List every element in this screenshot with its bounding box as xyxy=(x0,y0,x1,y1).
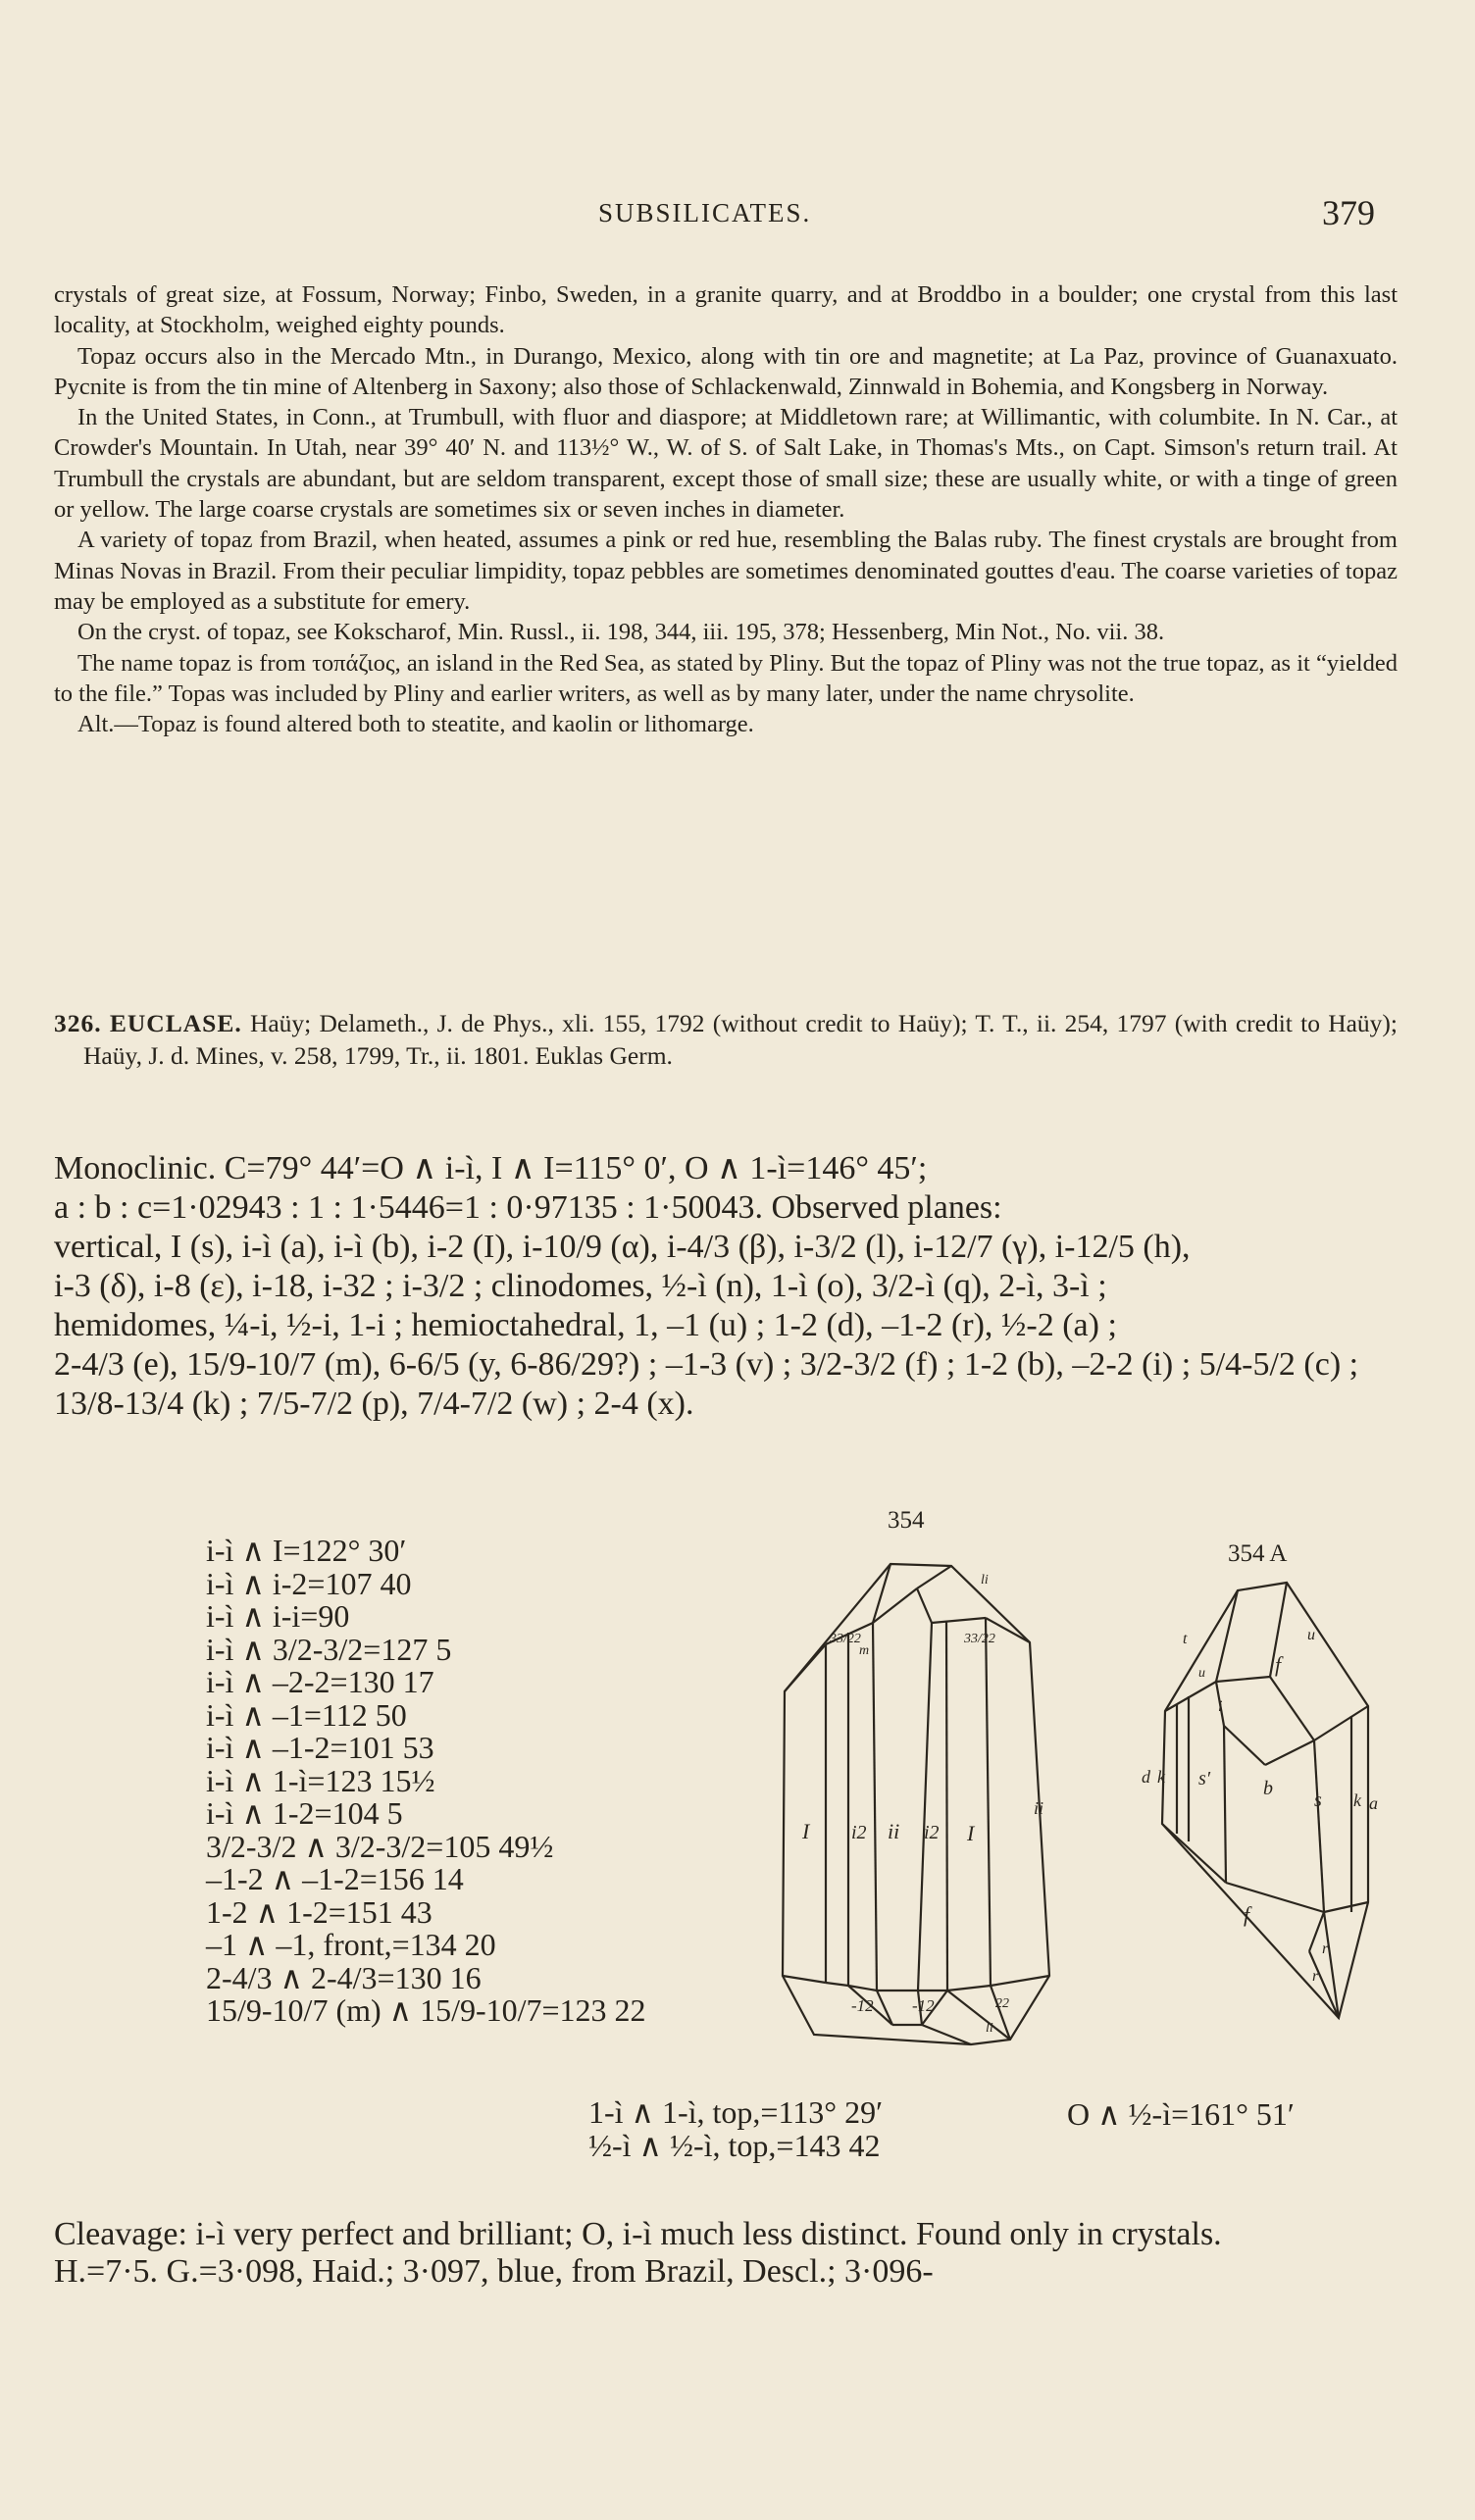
face-label: li xyxy=(981,1573,989,1588)
face-label: ii xyxy=(1034,1798,1044,1818)
face-label: s xyxy=(1314,1789,1322,1811)
angle-row: i-ì ∧ –2-2=130 17 xyxy=(206,1664,434,1699)
angle-row: 1-2 ∧ 1-2=151 43 xyxy=(206,1893,432,1930)
face-label: k xyxy=(1157,1767,1165,1787)
description-line: vertical, I (s), i-ì (a), i-ì (b), i-2 (I), i-10/9 (α), i-4/3 (β), i-3/2 (l), i-12/7 (γ), i-12/5 (h), xyxy=(54,1229,1191,1265)
face-label: 22 xyxy=(995,1996,1009,2011)
face-label: -12 xyxy=(912,1996,935,2015)
paragraph: In the United States, in Conn., at Trumbull, with fluor and diaspore; at Middletown rare; at Willimantic, with columbite. In N. Car., at Crowder's Mountain. In Utah, near 39° 40′ N. and 113½° W., W. of S. of Salt Lake, in Thomas's Mts., on Capt. Simson's return trail. At Trumbull the crystals are abundant, but are seldom transparent, except those of small size; these are usually white, or with a tinge of green or yellow. The large coarse crystals are sometimes six or seven inches in diameter. xyxy=(54,404,1398,524)
face-label: k xyxy=(1353,1790,1361,1810)
face-label: -12 xyxy=(851,1996,874,2015)
description-line: i-3 (δ), i-8 (ε), i-18, i-32 ; i-3/2 ; clinodomes, ½-ì (n), 1-ì (o), 3/2-ì (q), 2-ì, 3-ì ; xyxy=(54,1268,1107,1304)
face-label: m xyxy=(859,1643,870,1658)
description-line: 13/8-13/4 (k) ; 7/5-7/2 (p), 7/4-7/2 (w) ; 2-4 (x). xyxy=(54,1386,694,1422)
angle-row: i-ì ∧ –1-2=101 53 xyxy=(206,1730,434,1765)
description-line: Monoclinic. C=79° 44′=O ∧ i-ì, I ∧ I=115° 0′, O ∧ 1-ì=146° 45′; xyxy=(54,1150,928,1186)
face-label: f xyxy=(1244,1902,1250,1927)
description-line: 2-4/3 (e), 15/9-10/7 (m), 6-6/5 (y, 6-86/29?) ; –1-3 (v) ; 3/2-3/2 (f) ; 1-2 (b), –2-2 (i) ; 5/4-5/2 (c) ; xyxy=(54,1346,1359,1383)
angle-table-right xyxy=(1067,2095,1295,2133)
face-label: i2 xyxy=(851,1822,867,1843)
face-label: f xyxy=(1275,1652,1282,1677)
angle-row: –1 ∧ –1, front,=134 20 xyxy=(206,1927,496,1962)
angle-table-middle xyxy=(588,2095,883,2162)
face-label: 33/22 xyxy=(830,1632,861,1646)
face-label: a xyxy=(1369,1793,1378,1813)
face-label: r xyxy=(1312,1968,1319,1985)
physical-properties xyxy=(54,2216,1398,2291)
figure-354a-crystal-drawing xyxy=(1128,1579,1383,2030)
angle-row: –1-2 ∧ –1-2=156 14 xyxy=(206,1861,464,1896)
angle-row: O ∧ ½-ì=161° 51′ xyxy=(1067,2096,1295,2132)
page-number: 379 xyxy=(1322,193,1375,232)
face-label: I xyxy=(967,1821,975,1845)
face-label: r xyxy=(1322,1940,1329,1957)
paragraph: The name topaz is from τοπάζιος, an island in the Red Sea, as stated by Pliny. But the topaz of Pliny was not the true topaz, as it “yielded to the file.” Topas was included by Pliny and earlier writers, as well as by many later, under the name chrysolite. xyxy=(54,649,1398,707)
entry-name: EUCLASE. xyxy=(109,1009,242,1037)
face-label: 33/22 xyxy=(964,1632,995,1646)
paragraph: H.=7·5. G.=3·098, Haid.; 3·097, blue, from Brazil, Descl.; 3·096- xyxy=(54,2253,934,2290)
face-label: b xyxy=(1263,1778,1273,1799)
face-label: ii xyxy=(888,1819,900,1843)
face-label: t xyxy=(1183,1631,1188,1647)
face-label: li xyxy=(986,2021,993,2036)
paragraph: crystals of great size, at Fossum, Norway; Finbo, Sweden, in a granite quarry, and at Broddbo in a boulder; one crystal from this last locality, at Stockholm, weighed eighty pounds. xyxy=(54,281,1398,339)
euclase-entry-heading xyxy=(54,1007,1398,1072)
angle-row: 1-ì ∧ 1-ì, top,=113° 29′ xyxy=(588,2094,884,2130)
entry-number: 326. xyxy=(54,1009,102,1037)
crystallography xyxy=(54,1149,1398,1424)
face-label: u xyxy=(1307,1627,1315,1643)
face-label: s′ xyxy=(1198,1768,1211,1789)
paragraph: Alt.—Topaz is found altered both to steatite, and kaolin or lithomarge. xyxy=(77,711,754,738)
entry-citation: Haüy; Delameth., J. de Phys., xli. 155, 1792 (without credit to Haüy); T. T., ii. 254, 1797 (with credit to Haüy); Haüy, J. d. Mines, v. 258, 1799, Tr., ii. 1801. Euklas Germ. xyxy=(83,1009,1399,1070)
angle-row: 2-4/3 ∧ 2-4/3=130 16 xyxy=(206,1959,482,1995)
topaz-text xyxy=(54,279,1398,739)
angle-row: i-ì ∧ i-2=107 40 xyxy=(206,1565,412,1601)
face-label: i2 xyxy=(924,1822,940,1843)
angle-row: i-ì ∧ 1-ì=123 15½ xyxy=(206,1762,435,1798)
paragraph: A variety of topaz from Brazil, when heated, assumes a pink or red hue, resembling the Balas ruby. The finest crystals are brought from Minas Novas in Brazil. From their peculiar limpidity, topaz pebbles are sometimes denominated gouttes d'eau. The coarse varieties of topaz may be employed as a substitute for emery. xyxy=(54,527,1398,615)
running-head: SUBSILICATES. xyxy=(598,198,812,227)
face-label: u xyxy=(1198,1666,1205,1681)
description-line: a : b : c=1·02943 : 1 : 1·5446=1 : 0·97135 : 1·50043. Observed planes: xyxy=(54,1189,1002,1226)
figure-354-label: 354 xyxy=(888,1507,925,1534)
face-label: i xyxy=(1218,1698,1223,1715)
figure-354a-label: 354 A xyxy=(1228,1540,1288,1567)
paragraph: Topaz occurs also in the Mercado Mtn., in Durango, Mexico, along with tin ore and magnetite; at La Paz, province of Guanaxuato. Pycnite is from the tin mine of Altenberg in Saxony; also those of Schlackenwald, Zinnwald in Bohemia, and Kongsberg in Norway. xyxy=(54,342,1398,400)
face-label: I xyxy=(802,1819,810,1843)
description-line: hemidomes, ¼-i, ½-i, 1-i ; hemioctahedral, 1, –1 (u) ; 1-2 (d), –1-2 (r), ½-2 (a) ; xyxy=(54,1307,1117,1343)
angle-row: 3/2-3/2 ∧ 3/2-3/2=105 49½ xyxy=(206,1828,554,1864)
page-header xyxy=(0,192,1475,231)
angle-row: ½-ì ∧ ½-ì, top,=143 42 xyxy=(588,2128,881,2163)
face-label: d xyxy=(1142,1767,1150,1787)
entry-paragraph xyxy=(54,1007,1398,1072)
angle-row: 15/9-10/7 (m) ∧ 15/9-10/7=123 22 xyxy=(206,1992,646,2028)
angle-row: i-ì ∧ –1=112 50 xyxy=(206,1696,407,1733)
angle-row: i-ì ∧ i-i=90 xyxy=(206,1598,350,1634)
paragraph: On the cryst. of topaz, see Kokscharof, Min. Russl., ii. 198, 344, iii. 195, 378; Hessenberg, Min Not., No. vii. 38. xyxy=(77,619,1165,646)
angle-row: i-ì ∧ 1-2=104 5 xyxy=(206,1795,403,1831)
angle-table xyxy=(206,1535,646,2028)
angle-row: i-ì ∧ 3/2-3/2=127 5 xyxy=(206,1631,452,1667)
figure-354-crystal-drawing xyxy=(775,1544,1069,2054)
paragraph: Cleavage: i-ì very perfect and brilliant; O, i-ì much less distinct. Found only in crystals. xyxy=(54,2216,1222,2252)
angle-row: i-ì ∧ I=122° 30′ xyxy=(206,1533,407,1568)
